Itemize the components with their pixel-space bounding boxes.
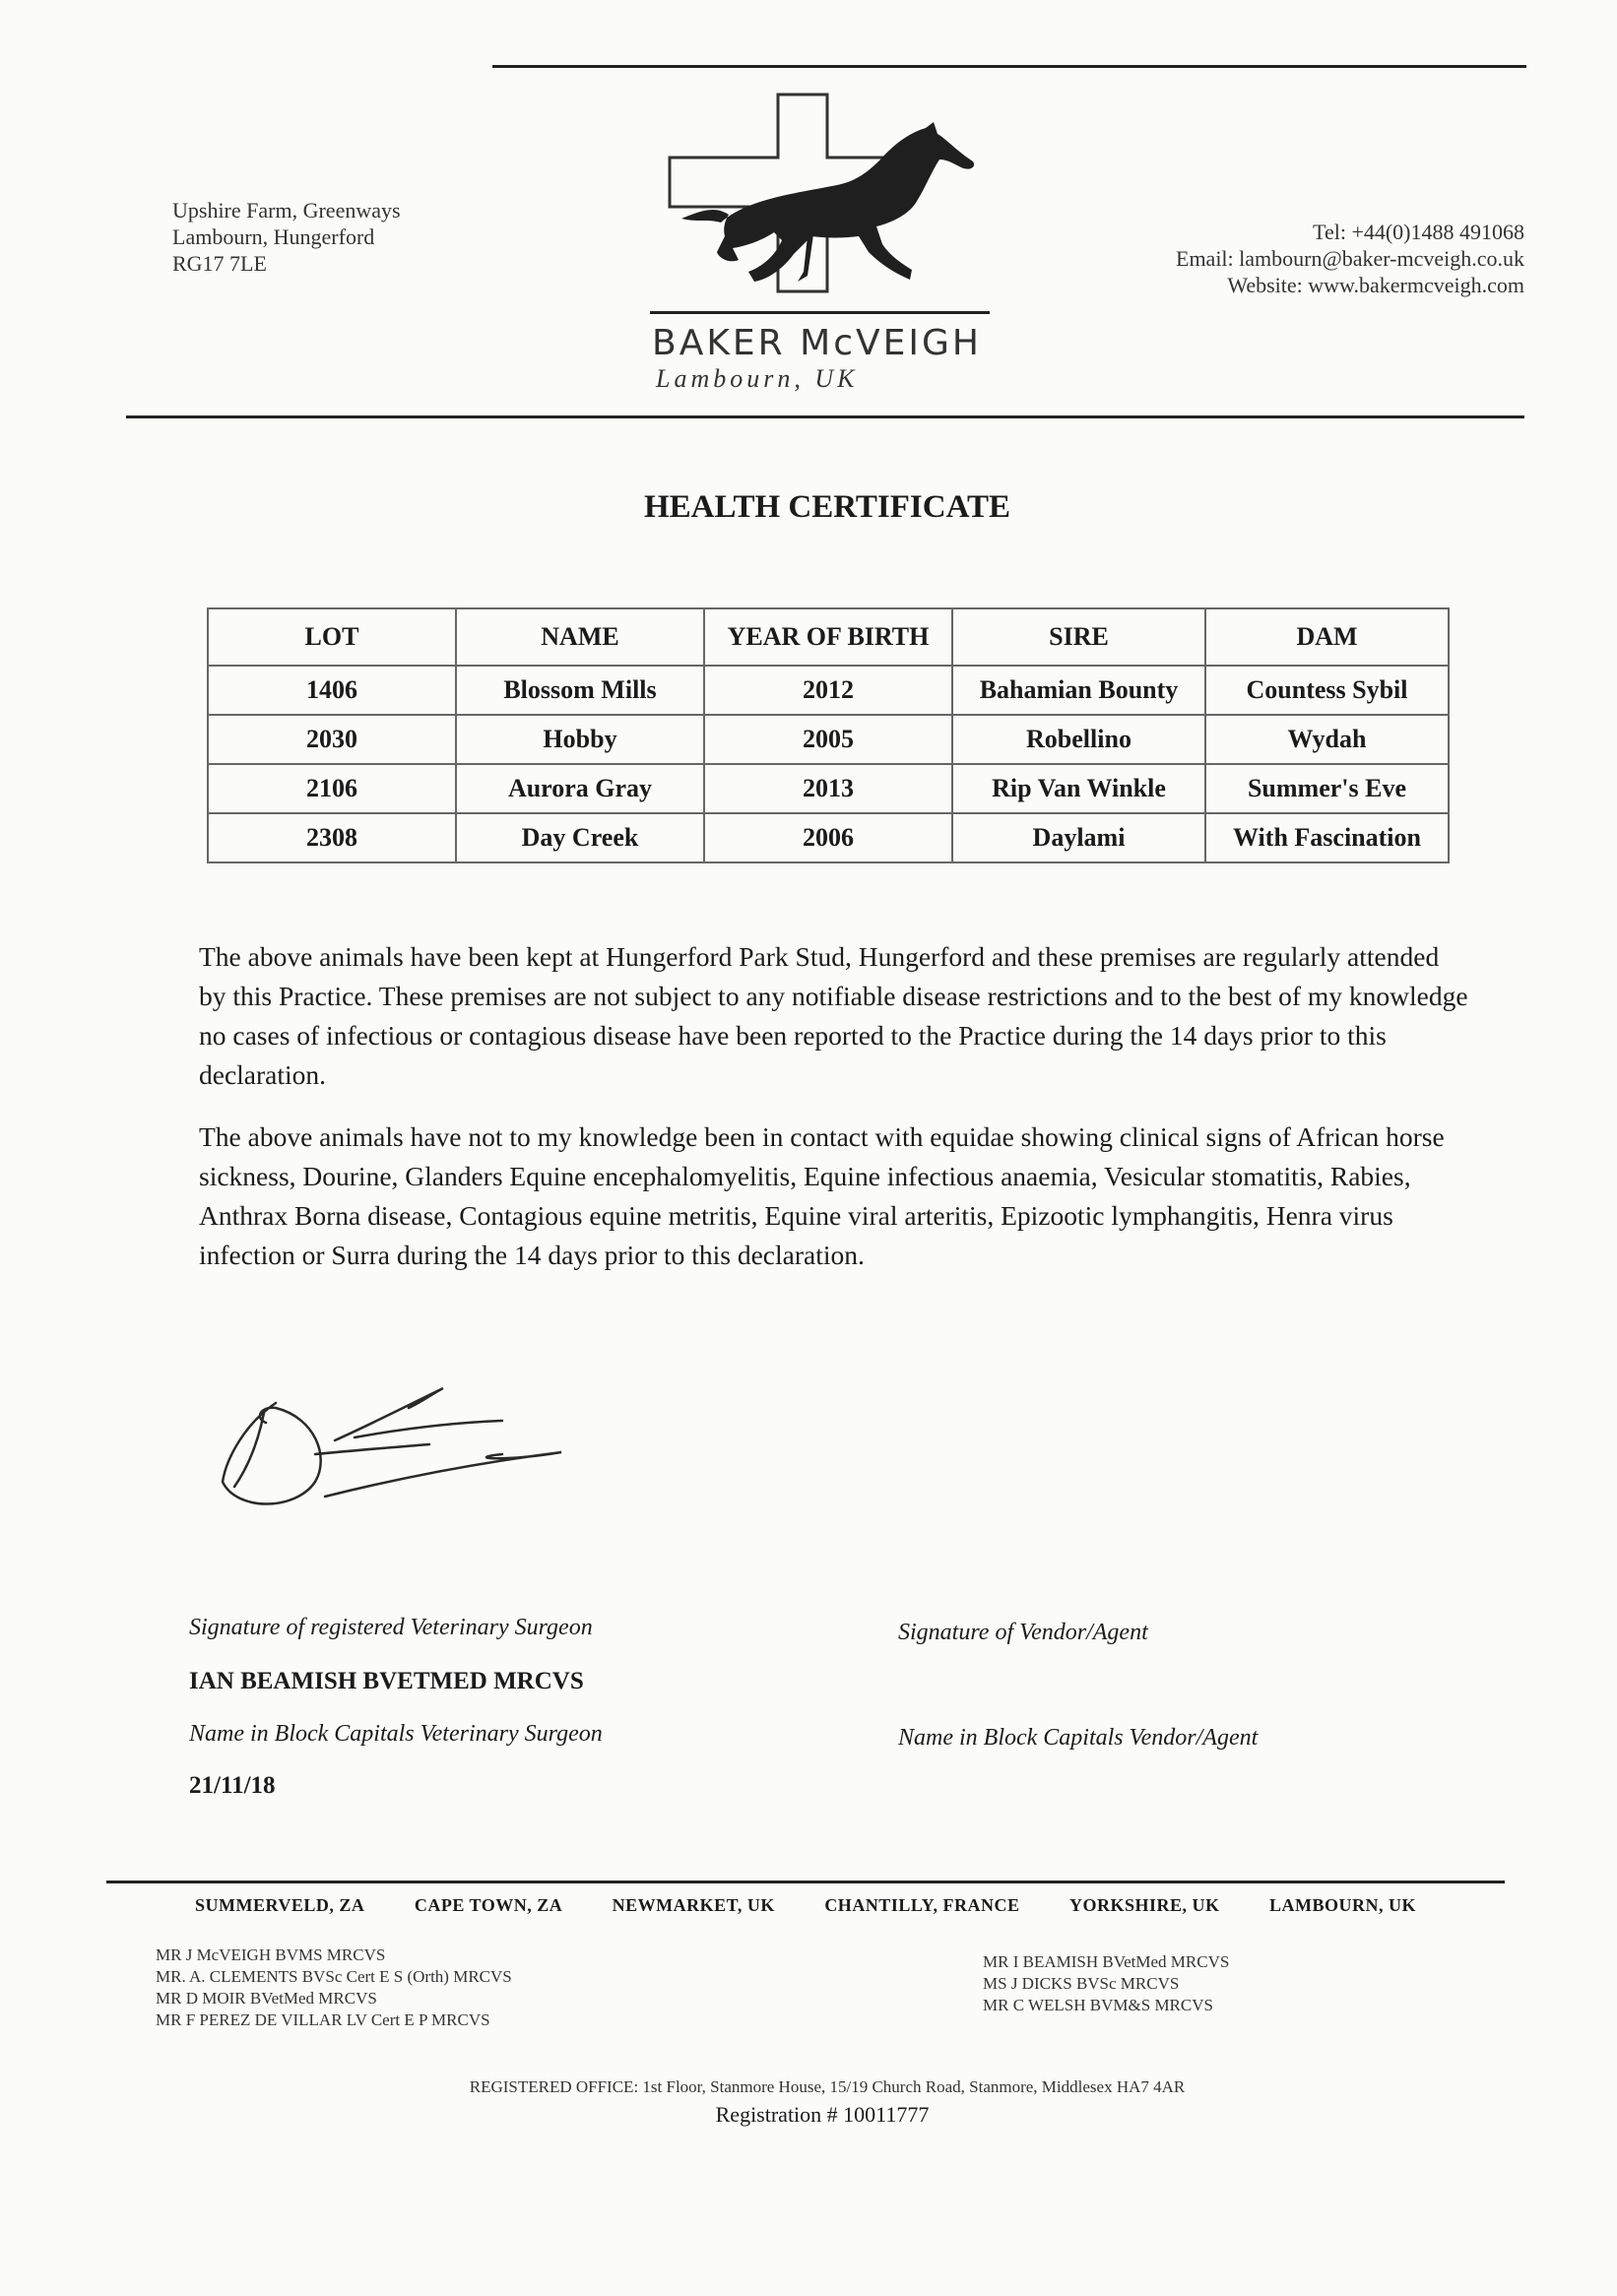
brand-location: Lambourn, UK [656, 364, 859, 393]
cell-year: 2013 [704, 764, 952, 813]
contact-phone: Tel: +44(0)1488 491068 [1313, 220, 1524, 244]
office-item: NEWMARKET, UK [612, 1895, 775, 1915]
cell-name: Day Creek [456, 813, 704, 862]
cell-sire: Daylami [952, 813, 1205, 862]
cell-lot: 1406 [208, 666, 456, 715]
vet-name-label: Name in Block Capitals Veterinary Surgeon [189, 1721, 603, 1747]
cell-name: Hobby [456, 715, 704, 764]
registered-office: REGISTERED OFFICE: 1st Floor, Stanmore House, 15/19 Church Road, Stanmore, Middlesex HA7 4AR [469, 2077, 1186, 2096]
practice-address [172, 197, 401, 277]
cell-year: 2012 [704, 666, 952, 715]
logo-underline [650, 311, 990, 314]
vets-list-right [983, 1951, 1229, 2016]
cell-lot: 2308 [208, 813, 456, 862]
table-header-row [208, 608, 1449, 666]
declaration-paragraph-2: The above animals have not to my knowledge been in contact with equidae showing clinical signs of African horse sickness, Dourine, Glanders Equine encephalomyelitis, Equine infectious anaemia, Vesicular stomatitis, Rabies, Anthrax Borna disease, Contagious equine metritis, Equine viral arteritis, Epizootic lymphangitis, Henra virus infection or Surra during the 14 days prior to this declaration. [199, 1121, 1445, 1270]
vet-list-item: MS J DICKS BVSc MRCVS [983, 1974, 1180, 1993]
horse-cross-logo [660, 89, 995, 325]
cell-dam: Countess Sybil [1205, 666, 1449, 715]
vets-list-left [156, 1945, 512, 2031]
vet-list-item: MR J McVEIGH BVMS MRCVS [156, 1945, 386, 1964]
cell-sire: Robellino [952, 715, 1205, 764]
address-line-3: RG17 7LE [172, 251, 267, 276]
cell-year: 2005 [704, 715, 952, 764]
office-item: SUMMERVELD, ZA [195, 1895, 365, 1915]
vet-list-item: MR I BEAMISH BVetMed MRCVS [983, 1952, 1230, 1971]
vet-signature-image [207, 1364, 699, 1521]
office-item: YORKSHIRE, UK [1069, 1895, 1220, 1915]
office-locations [195, 1895, 1416, 1916]
office-item: CAPE TOWN, ZA [414, 1895, 563, 1915]
footer-rule [106, 1881, 1505, 1883]
header-bottom-rule [126, 415, 1524, 418]
cell-name: Aurora Gray [456, 764, 704, 813]
cell-year: 2006 [704, 813, 952, 862]
cell-lot: 2030 [208, 715, 456, 764]
cell-dam: Wydah [1205, 715, 1449, 764]
address-line-1: Upshire Farm, Greenways [172, 198, 401, 223]
cell-name: Blossom Mills [456, 666, 704, 715]
address-line-2: Lambourn, Hungerford [172, 224, 375, 249]
cell-sire: Bahamian Bounty [952, 666, 1205, 715]
vet-signature-label: Signature of registered Veterinary Surgeon [189, 1615, 593, 1640]
signature-date: 21/11/18 [189, 1772, 276, 1799]
vendor-name-label: Name in Block Capitals Vendor/Agent [898, 1725, 1259, 1751]
cell-dam: With Fascination [1205, 813, 1449, 862]
cell-lot: 2106 [208, 764, 456, 813]
col-dam: DAM [1205, 608, 1449, 666]
col-year: YEAR OF BIRTH [704, 608, 952, 666]
cell-dam: Summer's Eve [1205, 764, 1449, 813]
table-row [208, 813, 1449, 862]
vet-list-item: MR D MOIR BVetMed MRCVS [156, 1989, 377, 2008]
col-lot: LOT [208, 608, 456, 666]
table-row [208, 764, 1449, 813]
table-row [208, 715, 1449, 764]
registration-number: Registration # 10011777 [715, 2102, 930, 2127]
certificate-title: HEALTH CERTIFICATE [643, 489, 1011, 525]
header-top-rule [492, 65, 1526, 68]
col-sire: SIRE [952, 608, 1205, 666]
contact-email: Email: lambourn@baker-mcveigh.co.uk [1176, 246, 1524, 271]
table-row [208, 666, 1449, 715]
office-item: CHANTILLY, FRANCE [824, 1895, 1020, 1915]
vendor-signature-label: Signature of Vendor/Agent [898, 1620, 1148, 1645]
office-item: LAMBOURN, UK [1269, 1895, 1416, 1915]
brand-name: BAKER McVEIGH [652, 323, 982, 363]
practice-contact [1176, 219, 1524, 298]
vet-list-item: MR F PEREZ DE VILLAR LV Cert E P MRCVS [156, 2010, 490, 2029]
cell-sire: Rip Van Winkle [952, 764, 1205, 813]
contact-website: Website: www.bakermcveigh.com [1227, 273, 1524, 297]
horse-table [207, 607, 1450, 863]
declaration-paragraph-1: The above animals have been kept at Hungerford Park Stud, Hungerford and these premises are regularly attended by this Practice. These premises are not subject to any notifiable disease restrictions and to the best of my knowledge no cases of infectious or contagious disease have been reported to the Practice during the 14 days prior to this declaration. [199, 941, 1468, 1090]
col-name: NAME [456, 608, 704, 666]
vet-list-item: MR. A. CLEMENTS BVSc Cert E S (Orth) MRCVS [156, 1967, 512, 1986]
vet-name: IAN BEAMISH BVETMED MRCVS [189, 1668, 584, 1694]
vet-list-item: MR C WELSH BVM&S MRCVS [983, 1996, 1213, 2014]
